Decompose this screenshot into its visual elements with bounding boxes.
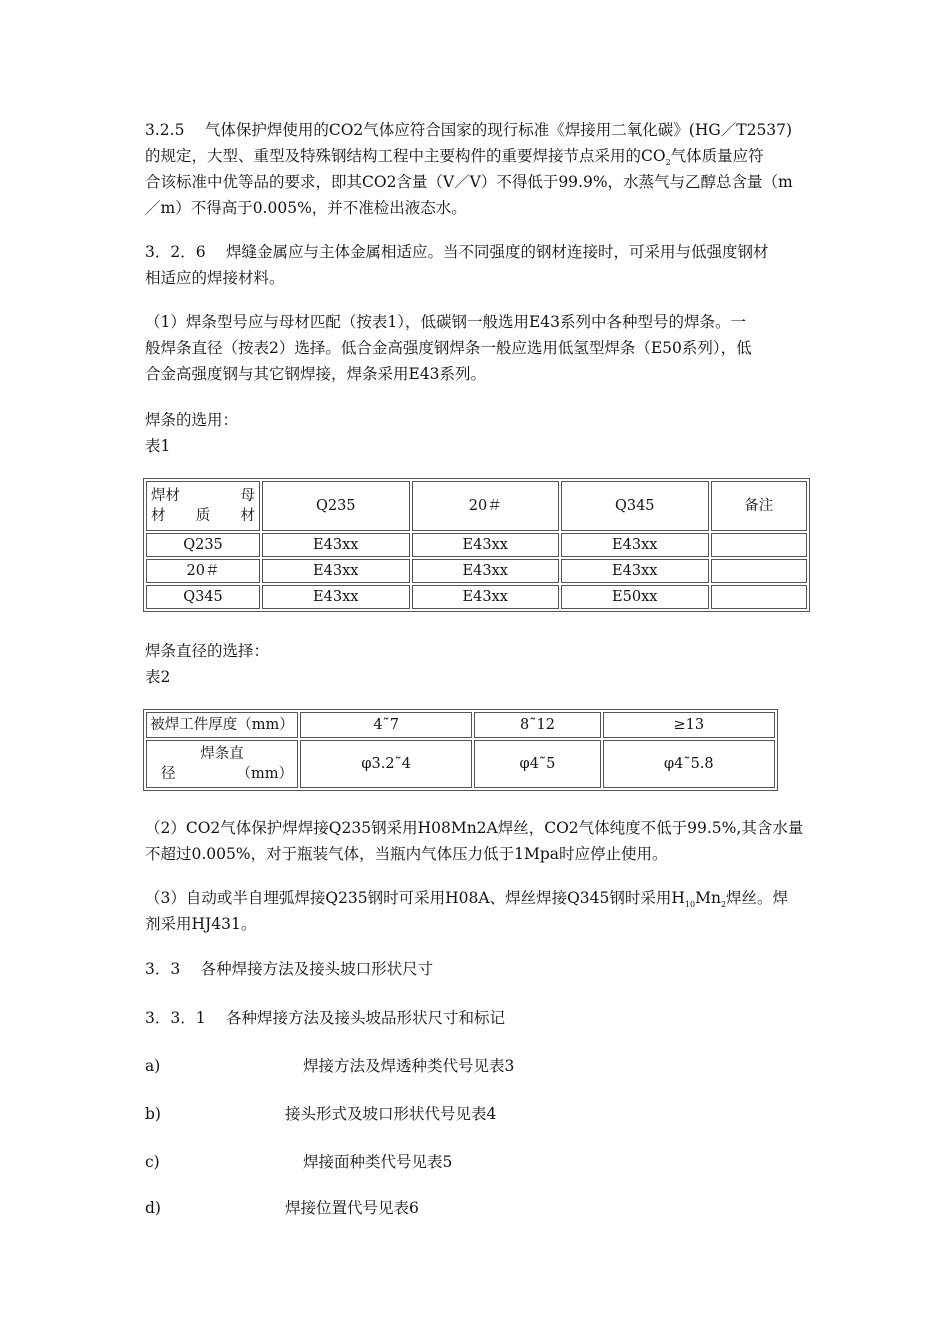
table-cell: E43xx [412, 559, 560, 583]
table-label: 表2 [145, 668, 171, 686]
text-line: 3．2．6 焊缝金属应与主体金属相适应。当不同强度的钢材连接时，可采用与低强度钢材 [145, 243, 769, 261]
header-text: （mm） [236, 766, 293, 782]
text-line: 合金高强度钢与其它钢焊接，焊条采用E43系列。 [145, 365, 487, 383]
table-row [146, 585, 807, 609]
text-run: 焊丝。焊 [726, 889, 789, 907]
corner-text: 材 [151, 508, 166, 524]
electrode-diameter-table [143, 709, 778, 791]
table-label: 表1 [145, 437, 171, 455]
corner-text: 母 [240, 488, 255, 504]
table-row [146, 533, 807, 557]
table1-caption-block [145, 407, 810, 459]
paragraph-item-3 [145, 885, 810, 937]
table-cell [711, 559, 808, 583]
text-line: 剂采用HJ431。 [145, 915, 257, 933]
text-line: 3.2.5 气体保护焊使用的CO2气体应符合国家的现行标准《焊接用二氧化碳》(HG／T2537) [145, 121, 793, 139]
table-cell: E43xx [561, 559, 709, 583]
header-cell: 备注 [711, 481, 808, 531]
table-cell: E43xx [262, 585, 410, 609]
header-cell: 20＃ [412, 481, 560, 531]
text-line: 般焊条直径（按表2）选择。低合金高强度钢焊条一般应选用低氢型焊条（E50系列），低 [145, 339, 752, 357]
row-header-cell: 被焊工件厚度（mm） [146, 712, 298, 738]
section-label: 焊条的选用： [145, 411, 239, 429]
table-cell: 8˜12 [474, 712, 600, 738]
list-label: a) [145, 1057, 161, 1075]
corner-text: 质 [195, 508, 211, 524]
table-cell: E43xx [262, 559, 410, 583]
subscript: 2 [665, 158, 671, 167]
row-header-cell [146, 740, 298, 788]
table-cell: E43xx [561, 533, 709, 557]
list-item [145, 1195, 419, 1221]
table-row [146, 712, 775, 738]
section-heading-3-3-1 [145, 1005, 810, 1031]
text-line: ／m）不得高于0.005%，并不准检出液态水。 [145, 199, 467, 217]
list-text: 焊接位置代号见表6 [285, 1199, 419, 1217]
table-header-row [146, 481, 807, 531]
table-row [146, 559, 807, 583]
text-line: 相适应的焊接材料。 [145, 269, 285, 287]
text-line: （1）焊条型号应与母材匹配（按表1），低碳钢一般选用E43系列中各种型号的焊条。一 [145, 313, 747, 331]
header-cell: Q235 [262, 481, 410, 531]
table-row [146, 740, 775, 788]
corner-text: 焊材 [151, 488, 180, 504]
text-run: 气体质量应符 [670, 147, 764, 165]
text-line: （2）CO2气体保护焊焊接Q235钢采用H08Mn2A焊丝，CO2气体纯度不低于99.5%,其含水量 [145, 819, 804, 837]
table2-caption-block [145, 638, 810, 690]
paragraph-3-2-6 [145, 239, 810, 291]
paragraph-item-1 [145, 309, 810, 387]
row-header-cell: Q235 [146, 533, 260, 557]
corner-header-cell [146, 481, 260, 531]
list-label: c) [145, 1153, 160, 1171]
table-cell: E43xx [412, 585, 560, 609]
text-line [145, 885, 810, 911]
row-header-cell: 20＃ [146, 559, 260, 583]
header-text: 焊条直 [200, 746, 244, 762]
list-text: 焊接方法及焊透种类代号见表3 [303, 1057, 515, 1075]
table-cell: 4˜7 [300, 712, 472, 738]
subscript: 2 [720, 900, 727, 909]
heading-text: 3．3．1 各种焊接方法及接头坡品形状尺寸和标记 [145, 1009, 506, 1027]
table-cell: φ4˜5.8 [603, 740, 775, 788]
paragraph-item-2 [145, 815, 810, 867]
header-cell: Q345 [561, 481, 709, 531]
table-cell [711, 533, 808, 557]
table-cell: ≥13 [603, 712, 775, 738]
text-run: 的规定，大型、重型及特殊钢结构工程中主要构件的重要焊接节点采用的CO [145, 147, 666, 165]
subscript: 10 [684, 900, 696, 909]
text-line [145, 143, 810, 169]
list-item [145, 1101, 496, 1127]
table-cell: E43xx [412, 533, 560, 557]
table-cell: φ3.2˜4 [300, 740, 472, 788]
section-label: 焊条直径的选择： [145, 642, 270, 660]
electrode-selection-table [143, 478, 810, 612]
heading-text: 3．3 各种焊接方法及接头坡口形状尺寸 [145, 960, 434, 978]
table-cell: E50xx [561, 585, 709, 609]
table-cell: φ4˜5 [474, 740, 600, 788]
list-item [145, 1149, 452, 1175]
text-run: （3）自动或半自埋弧焊接Q235钢时可采用H08A、焊丝焊接Q345钢时采用H [145, 889, 685, 907]
list-label: b) [145, 1105, 161, 1123]
header-text: 径 [161, 766, 176, 782]
paragraph-3-2-5 [145, 117, 810, 221]
text-run: Mn [695, 889, 721, 907]
list-item [145, 1053, 514, 1079]
list-label: d) [145, 1199, 161, 1217]
row-header-cell: Q345 [146, 585, 260, 609]
corner-text: 材 [240, 508, 255, 524]
list-text: 接头形式及坡口形状代号见表4 [285, 1105, 497, 1123]
section-heading-3-3 [145, 956, 810, 982]
table-cell [711, 585, 808, 609]
list-text: 焊接面种类代号见表5 [303, 1153, 453, 1171]
text-line: 不超过0.005%，对于瓶装气体，当瓶内气体压力低于1Mpa时应停止使用。 [145, 845, 668, 863]
text-line: 合该标准中优等品的要求，即其CO2含量（V／V）不得低于99.9%，水蒸气与乙醇总含量（m [145, 173, 793, 191]
table-cell: E43xx [262, 533, 410, 557]
